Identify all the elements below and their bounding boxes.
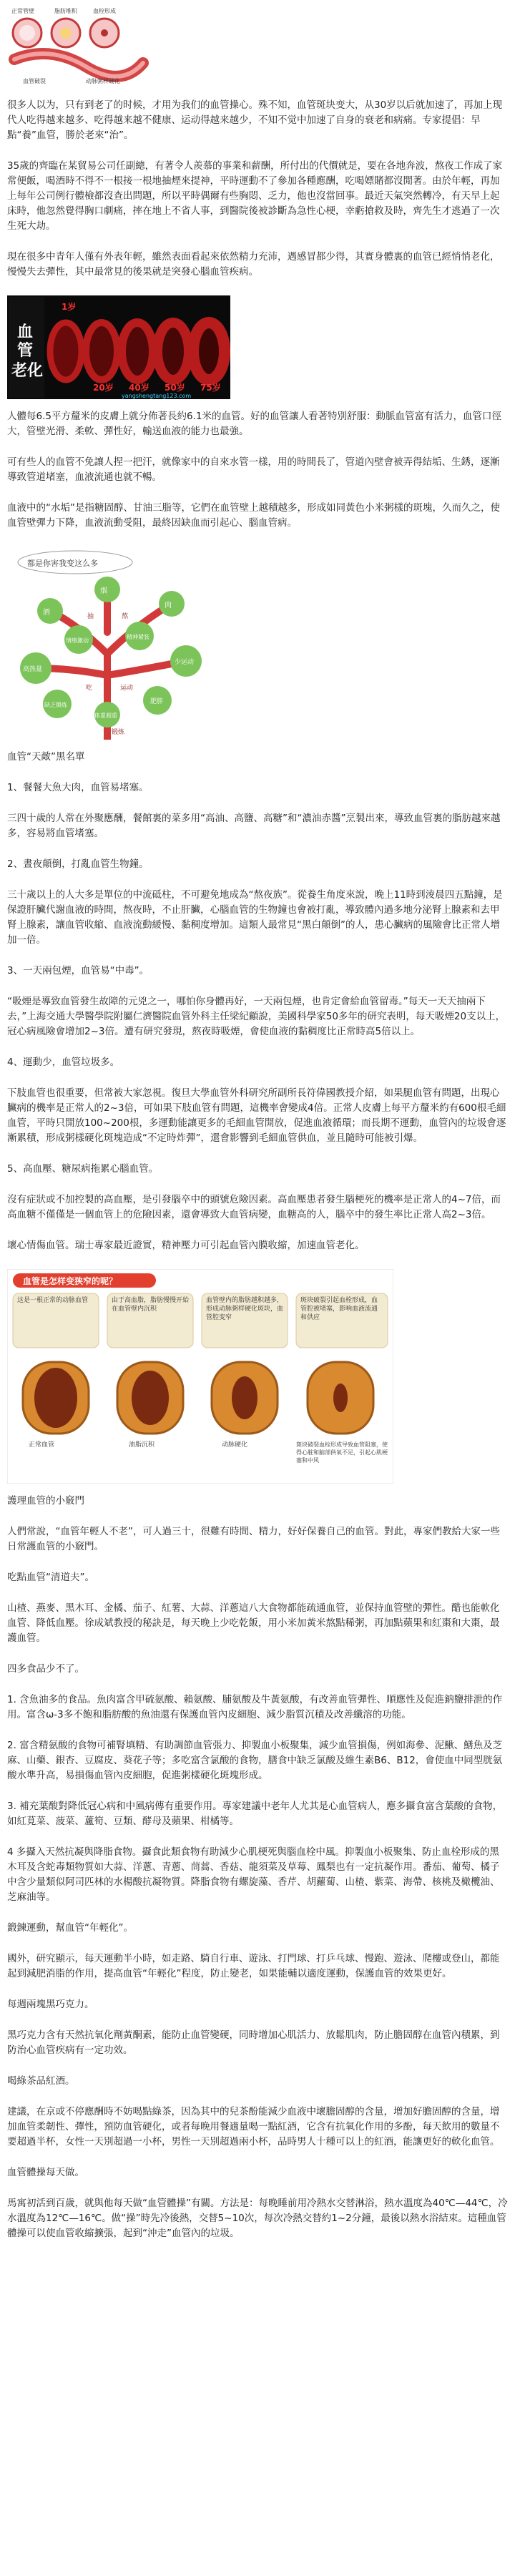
vessel-narrowing-process-image [7, 1269, 393, 1484]
paragraph: 可有些人的血管不免讓人捏一把汗，就像家中的自來水管一樣，用的時間長了，管道內壁會被弄得結垢、生銹，逐漸導致管道堵塞，血液流通也就不暢。 [7, 456, 500, 483]
leaf-label: 烟 [100, 587, 107, 595]
vessel-tree-illustration [7, 547, 209, 740]
diagram-label-3: 血管破裂 [23, 78, 46, 84]
vessel-ring-2 [86, 323, 117, 380]
paragraph: 吃點血管“清道夫”。 [7, 1572, 94, 1583]
branch-label: 吃 [86, 685, 93, 692]
vessel-ring-5 [193, 323, 225, 380]
aging-side-title-3: 老化 [11, 362, 44, 380]
process-step-text: 由于高血脂，脂肪慢慢开始在血管壁内沉积 [112, 1297, 189, 1313]
process-title: 血管是怎样变狭窄的呢？ [23, 1276, 118, 1286]
paragraph: 3、一天兩包煙，血管易“中毒”。 [7, 965, 149, 976]
paragraph: 國外，研究顯示，每天運動半小時，如走路、騎自行車、遊泳、打門球、打乒乓球、慢跑、遊泳、爬樓或登山，都能起到減肥消脂的作用，提高血管“年輕化”程度，防止變老，如果能輔以適度運動，保護血管的效果更好。 [7, 1953, 500, 1979]
process-step-text: 血管壁内的脂肪越积越多，形成动脉粥样硬化斑块，血管腔变窄 [206, 1297, 283, 1321]
leaf-label: 肉 [165, 602, 172, 609]
paragraph: 1、餐餐大魚大肉，血管易堵塞。 [7, 782, 149, 793]
paragraph: 2. 富含精氨酸的食物可補腎填精、有助調節血管張力、抑製血小板聚集，減少血管損傷，例如海參、泥鰍、鱔魚及芝麻、山藥、銀杏、豆腐皮、葵花子等；多吃富含氯酸的食物，膳食中缺乏氯酸及維生素B6、B12，會使血中同型胱氨酸水準升高，易損傷血管內皮細胞，促進粥樣硬化斑塊形成。 [7, 1740, 503, 1781]
age-label-0: 1岁 [62, 302, 77, 312]
paragraph: 血管體操每天做。 [7, 2167, 84, 2178]
paragraph: 人們常說，“血管年輕人不老”，可人過三十，很難有時間、精力，好好保養自己的血管。對此，專家們教給大家一些日常護血管的小竅門。 [7, 1526, 500, 1552]
paragraph: 建議，在京或不停應酬時不妨喝點綠茶，因為其中的兒茶酚能減少血液中壞膽固醇的含量，增加好膽固醇的含量，增加血管柔韌性、彈性，預防血管硬化，或者每晚用餐適量喝一點紅酒，它含有抗氧化作用的多酚，每天飲用的數量不要超過半杯，女性一天別超過一小杯，男性一天別超過兩小杯，品時男人十種可以上的紅酒，能讓更好的軟化血管。 [7, 2106, 500, 2148]
vessel-aging-image [7, 295, 230, 399]
diagram-label-0: 正常管壁 [11, 8, 34, 14]
leaf-label: 酒 [43, 609, 50, 617]
diagram-label-1: 脂肪堆积 [54, 8, 77, 14]
paragraph: 黑巧克力含有天然抗氧化劑黃酮素，能防止血管變硬，同時增加心肌活力、放鬆肌肉，防止膽固醇在血管內積累，到防治心血管疾病有一定功效。 [7, 2029, 500, 2056]
vessel-ring-4 [157, 323, 189, 380]
vessel-ring-3 [122, 323, 153, 380]
branch-label: 运动 [120, 685, 134, 692]
leaf-label: 情绪激动 [66, 637, 89, 644]
age-label-1: 20岁 [93, 383, 114, 393]
paragraph: 每週兩塊黑巧克力。 [7, 1999, 94, 2010]
process-caption: 油脂沉积 [129, 1441, 155, 1449]
paragraph: 很多人以为，只有到老了的时候，才用为我们的血管操心。殊不知，血管斑块变大，从30岁以后就加速了，再加上现代人吃得越来越多、吃得越来越不健康、运动得越来越少，不知不觉中加速了自身的衰老和病痛。专家提倡：早點“養”血管，勝於老來“治”。 [7, 99, 503, 141]
leaf-label: 体重超重 [94, 712, 117, 719]
leaf-label: 少运动 [175, 659, 195, 666]
process-caption: 动脉硬化 [222, 1441, 248, 1449]
paragraph: 馬寓初活到百歲，就與他每天做“血管體操”有關。方法是：每晚睡前用冷熱水交替淋浴，熱水溫度為40℃—44℃，冷水溫度為12℃—16℃。做“操”時先冷後熱，交替5~10次，每次冷熱交替約1~2分鐘，最後以熱水浴結束。這種血管體操可以使血管收縮擴張，起到“沖走”血管內的垃圾。 [7, 2198, 508, 2239]
branch-label: 锻炼 [112, 729, 125, 736]
paragraph: 四多食品少不了。 [7, 1663, 84, 1675]
aging-watermark: yangshengtang123.com [122, 393, 192, 399]
paragraph: 人體每6.5平方釐米的皮膚上就分佈著長約6.1米的血管。好的血管讓人看著特別舒服：動脈血管富有活力，血管口徑大，管壁光滑、柔軟、彈性好，輸送血液的能力也最強。 [7, 411, 501, 437]
paragraph: 壞心情傷血管。瑞士專家最近證實，精神壓力可引起血管內膜收縮，加速血管老化。 [7, 1240, 365, 1251]
paragraph: 5、高血壓、糖尿病拖累心腦血管。 [7, 1163, 159, 1175]
leaf-label: 高热量 [23, 666, 43, 673]
paragraph: 喝綠茶品紅酒。 [7, 2075, 75, 2087]
paragraph: 35歲的齊臨在某貿易公司任副總，有著令人羨慕的事業和薪酬，所付出的代價就是，要在各地奔波，熬夜工作成了家常便飯，喝酒時不得不一根接一根地抽煙來提神，平時運動不了參加各種應酬，吃喝嫖賭都沒閒著。由於年輕，再加上每年公司例行體檢都沒查出問題，所以平時偶爾有些胸悶、乏力，他也沒當回事。最近天氣突然轉冷，有天早上起床時，他忽然覺得胸口劇痛，摔在地上不省人事，到醫院後被診斷為急性心梗，幸虧搶救及時，齊先生才逃過了一次生死大劫。 [7, 160, 503, 232]
section-heading: 護理血管的小竅門 [7, 1495, 84, 1507]
diagram-label-4: 动脉粥样硬化 [86, 78, 120, 84]
paragraph: 2、晝夜顛倒，打亂血管生物鐘。 [7, 858, 149, 870]
paragraph: 山楂、燕麥、黑木耳、金橘、茄子、紅薯、大蒜、洋蔥這八大食物都能疏通血管，並保持血管壁的彈性。醋也能軟化血管、降低血壓。徐成斌教授的秘訣是，每天晚上少吃乾飯，用小米加黃米熬點稀粥，再加點蘋果和紅棗和大棗，最護血管。 [7, 1602, 500, 1644]
vessel-ring-1 [50, 323, 82, 380]
paragraph: 4、運動少，血管垃圾多。 [7, 1057, 120, 1068]
paragraph: 三十歲以上的人大多是單位的中流砥柱，不可避免地成為“熬夜族”。從養生角度來說，晚上11時到淩晨四五點鐘，是保證肝臟代謝血液的時間，熬夜時，不止肝臟，心腦血管的生物鐘也會被打亂，導致體內過多地分泌腎上腺素和去甲腎上腺素，讓血管收縮、血液流動緩慢、黏稠度增加。這類人最常見“黑白顛倒”的人，患心臟病的風險會比正常人增加一倍。 [7, 889, 503, 946]
age-label-3: 50岁 [165, 383, 185, 393]
leaf-label: 精神紧张 [127, 634, 149, 640]
leaf-label: 缺乏锻炼 [44, 702, 67, 708]
paragraph: 鍛鍊運動，幫血管“年輕化”。 [7, 1922, 133, 1934]
section-heading: 血管“天敵”黑名單 [7, 751, 85, 763]
aging-side-title-1: 血 [17, 323, 34, 341]
process-caption: 正常血管 [29, 1441, 55, 1449]
process-step-text: 这是一根正常的动脉血管 [17, 1297, 89, 1304]
leaf-label: 肥胖 [150, 698, 164, 705]
paragraph: 現在很多中青年人僅有外表年輕，雖然表面看起來依然精力充沛，遇感冒都少得，其實身體裏的血管已經悄悄老化，慢慢失去彈性，其中最常見的後果就是突發心腦血管疾病。 [7, 251, 500, 278]
process-step-text: 斑块破裂引起血栓形成，血管腔被堵塞，影响血液流通和供应 [300, 1297, 378, 1321]
age-label-2: 40岁 [129, 383, 149, 393]
process-caption: 斑块破裂血栓形成导致血管阻塞，使得心脏和脑部供氧不足，引起心肌梗塞和中风 [296, 1441, 388, 1464]
paragraph: 沒有症狀或不加控製的高血壓，是引發腦卒中的頭號危險因素。高血壓患者發生腦梗死的機率是正常人的4~7倍，而高血糖不僅僅是一個血管上的危險因素，還會導致大血管病變，血糖高的人，腦卒中的發生率比正常人高2~3倍。 [7, 1194, 501, 1220]
branch-label: 熬 [122, 613, 129, 620]
paragraph: 1. 含魚油多的食品。魚肉富含甲硫氨酸、賴氨酸、脯氨酸及牛黃氨酸，有改善血管彈性、順應性及促進鈉鹽排泄的作用。富含ω-3多不飽和脂肪酸的魚油還有保護血管內皮細胞、減少脂質沉積及改善纖溶的功能。 [7, 1694, 503, 1720]
paragraph: 下肢血管也很重要，但常被大家忽視。復旦大學血管外科研究所副所長符偉國教授介紹，如果腿血管有問題，出現心臟病的機率是正常人的2~3倍，可如果下肢血管有問題，這機率會變成4倍。正常人皮膚上每平方釐米約有600根毛細血管，平時只開放100~200根，多運動能讓更多的毛細血管開放，促進血液循環；而長期不運動，血管內的垃圾會逐漸累積，形成粥樣硬化斑塊造成“不定時炸彈”，還會影響到毛細血管供血，並且隨時可能被引爆。 [7, 1087, 506, 1144]
artery-diagram-illustration [7, 6, 150, 88]
diagram-label-2: 血栓形成 [93, 8, 116, 14]
aging-side-title-2: 管 [17, 342, 34, 360]
paragraph: 4 多攝入天然抗凝與降脂食物。攝食此類食物有助減少心肌梗死與腦血栓中風。抑製血小板聚集、防止血栓形成的黑木耳及含蛇毒類物質如大蒜、洋蔥、青蔥、茼蒿、香菇、龍須菜及草莓、鳳梨也有一定抗凝作用。番茄、葡萄、橘子中含少量類似阿司匹林的水楊酸抗凝物質。降脂食物有螺旋藻、香芹、胡蘿蔔、山楂、紫菜、海帶、核桃及橄欖油、芝麻油等。 [7, 1846, 500, 1903]
age-label-4: 75岁 [200, 383, 221, 393]
paragraph: “吸煙是導致血管發生故障的元兇之一，哪怕你身體再好，一天兩包煙，也肯定會給血管留毒。”每天一天天抽兩下去，”上海交通大學醫學院附屬仁濟醫院血管外科主任梁紀顧說，美國科學家50多年的研究表明，每天吸煙20支以上，冠心病風險會增加2~3倍。遭有研究發現，熬夜時吸煙，會使血液的黏稠度比正常時高5倍以上。 [7, 996, 506, 1037]
paragraph: 三四十歲的人常在外聚應酬，餐館裏的菜多用“高油、高鹽、高糖”和“濃油赤醬”烹製出來，導致血管裏的脂肪越來越多，容易將血管堵塞。 [7, 813, 501, 839]
paragraph: 血液中的“水垢”是指糖固醇、甘油三脂等，它們在血管壁上越積越多，形成如同黃色小米粥樣的斑塊，久而久之，使血管壁彈力下降，血液流動受阻，最終因缺血而引起心、腦血管病。 [7, 502, 500, 529]
paragraph: 3. 補充葉酸對降低冠心病和中風病傳有重要作用。專家建議中老年人尤其是心血管病人，應多攝食富含葉酸的食物，如紅莧菜、菠菜、蘆筍、豆類、酵母及蘋果、柑橘等。 [7, 1801, 503, 1827]
speech-bubble-text: 都是你害我变这么多 [27, 559, 98, 568]
branch-label: 抽 [87, 613, 94, 620]
